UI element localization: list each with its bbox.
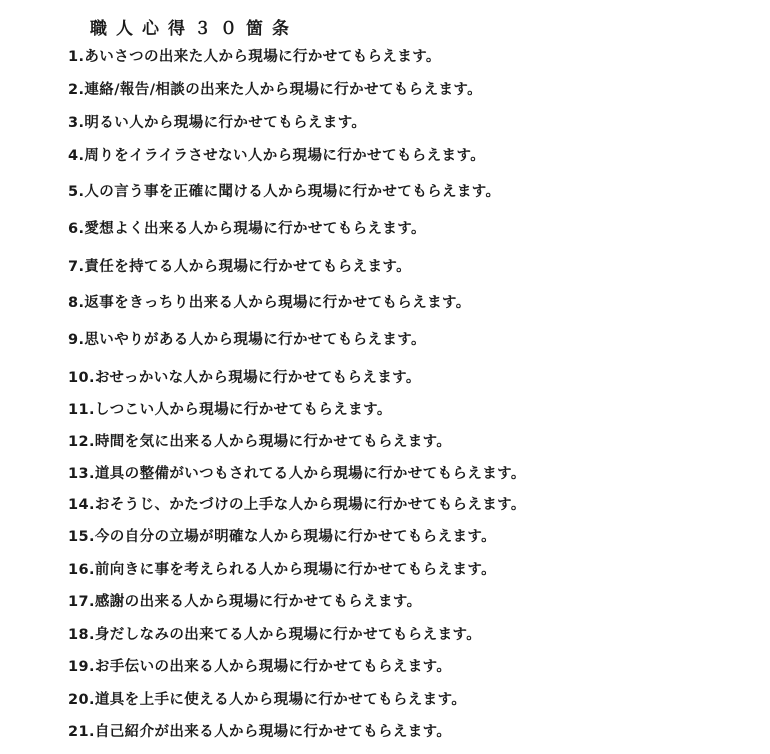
list-item: 2.連絡/報告/相談の出来た人から現場に行かせてもらえます。 <box>68 82 483 98</box>
list-item: 18.身だしなみの出来てる人から現場に行かせてもらえます。 <box>68 627 482 643</box>
list-item: 1.あいさつの出来た人から現場に行かせてもらえます。 <box>68 49 441 65</box>
list-item: 20.道具を上手に使える人から現場に行かせてもらえます。 <box>68 692 467 708</box>
list-item: 5.人の言う事を正確に聞ける人から現場に行かせてもらえます。 <box>68 184 501 200</box>
list-item: 17.感謝の出来る人から現場に行かせてもらえます。 <box>68 594 422 610</box>
list-item: 14.おそうじ、かたづけの上手な人から現場に行かせてもらえます。 <box>68 497 526 513</box>
list-item: 21.自己紹介が出来る人から現場に行かせてもらえます。 <box>68 724 452 740</box>
document-title: 職人心得３０箇条 <box>90 19 298 39</box>
list-item: 3.明るい人から現場に行かせてもらえます。 <box>68 115 367 131</box>
list-item: 15.今の自分の立場が明確な人から現場に行かせてもらえます。 <box>68 529 497 545</box>
list-item: 19.お手伝いの出来る人から現場に行かせてもらえます。 <box>68 659 452 675</box>
list-item: 7.責任を持てる人から現場に行かせてもらえます。 <box>68 259 412 275</box>
list-item: 16.前向きに事を考えられる人から現場に行かせてもらえます。 <box>68 562 497 578</box>
list-item: 10.おせっかいな人から現場に行かせてもらえます。 <box>68 370 421 386</box>
list-item: 9.思いやりがある人から現場に行かせてもらえます。 <box>68 332 426 348</box>
list-item: 12.時間を気に出来る人から現場に行かせてもらえます。 <box>68 434 452 450</box>
list-item: 8.返事をきっちり出来る人から現場に行かせてもらえます。 <box>68 295 471 311</box>
list-item: 11.しつこい人から現場に行かせてもらえます。 <box>68 402 392 418</box>
list-item: 13.道具の整備がいつもされてる人から現場に行かせてもらえます。 <box>68 466 526 482</box>
list-item: 6.愛想よく出来る人から現場に行かせてもらえます。 <box>68 221 426 237</box>
list-item: 4.周りをイライラさせない人から現場に行かせてもらえます。 <box>68 148 486 164</box>
